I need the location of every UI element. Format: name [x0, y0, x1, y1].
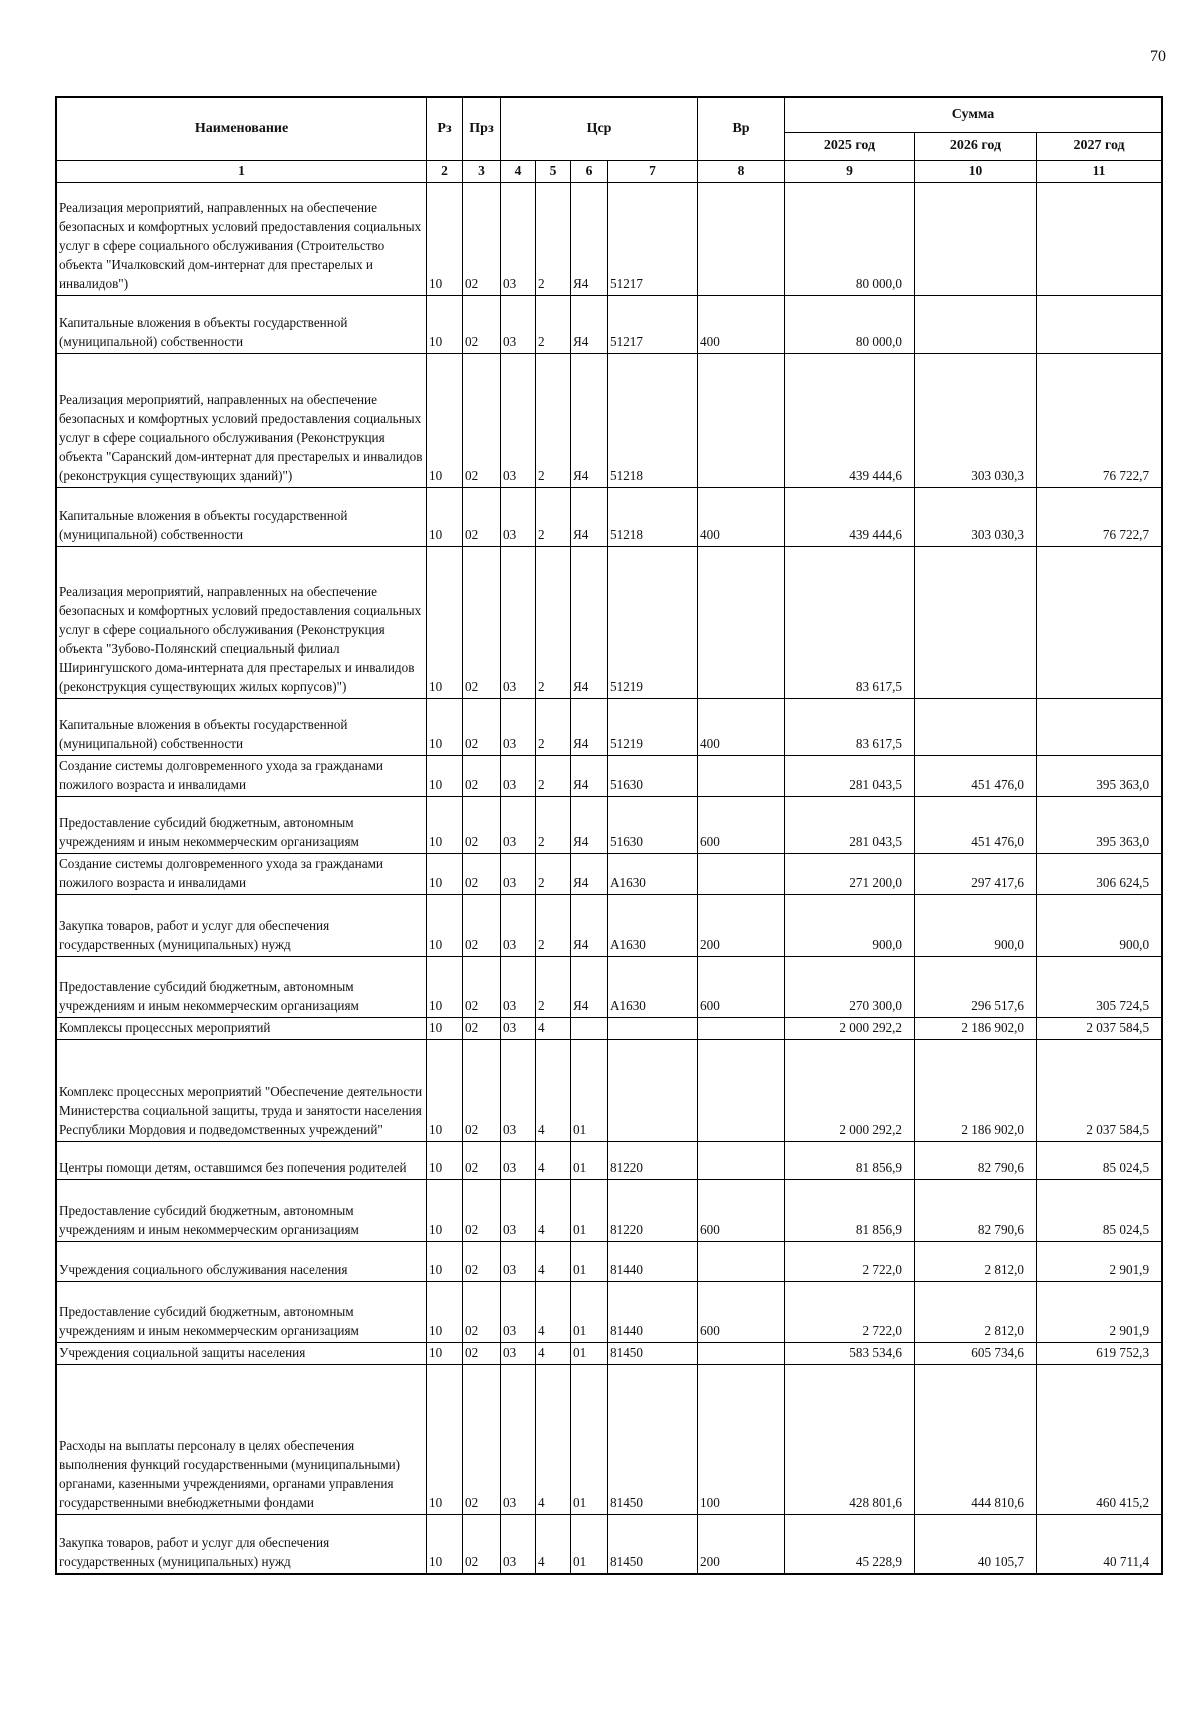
- row-amount-2025: 271 200,0: [785, 854, 915, 895]
- row-amount-2026: 296 517,6: [915, 957, 1037, 1018]
- row-amount-2025: 900,0: [785, 895, 915, 957]
- row-csr-part-4: 03: [501, 895, 536, 957]
- row-amount-2026: [915, 183, 1037, 296]
- row-csr-part-5: 2: [536, 895, 571, 957]
- row-amount-2027: 76 722,7: [1037, 488, 1162, 547]
- row-amount-2027: 85 024,5: [1037, 1142, 1162, 1180]
- row-amount-2026: [915, 547, 1037, 699]
- row-name: Реализация мероприятий, направленных на обеспечение безопасных и комфортных условий предоставления социальных услуг в сфере социального обслуживания (Строительство объекта "Ичалковский дом-интернат для престарелых и инвалидов"): [57, 183, 427, 296]
- row-amount-2025: 439 444,6: [785, 488, 915, 547]
- row-csr-part-6: 01: [571, 1282, 608, 1343]
- row-csr-part-4: 03: [501, 1515, 536, 1574]
- row-amount-2025: 80 000,0: [785, 296, 915, 354]
- table-row: [57, 1365, 1162, 1515]
- row-name: Создание системы долговременного ухода за гражданами пожилого возраста и инвалидами: [57, 854, 427, 895]
- header-rz: Рз: [427, 98, 463, 161]
- row-csr-part-7: 51217: [608, 183, 698, 296]
- row-amount-2026: 605 734,6: [915, 1343, 1037, 1365]
- row-amount-2025: 81 856,9: [785, 1142, 915, 1180]
- row-prz: 02: [463, 1040, 501, 1142]
- row-csr-part-4: 03: [501, 488, 536, 547]
- row-rz: 10: [427, 1242, 463, 1282]
- row-rz: 10: [427, 547, 463, 699]
- budget-table: [56, 97, 1162, 1574]
- table-row: [57, 1282, 1162, 1343]
- row-amount-2026: 303 030,3: [915, 488, 1037, 547]
- row-csr-part-7: 51219: [608, 547, 698, 699]
- row-rz: 10: [427, 1018, 463, 1040]
- row-csr-part-7: 81450: [608, 1365, 698, 1515]
- row-amount-2026: 297 417,6: [915, 854, 1037, 895]
- row-rz: 10: [427, 797, 463, 854]
- row-amount-2025: 270 300,0: [785, 957, 915, 1018]
- row-csr-part-6: 01: [571, 1142, 608, 1180]
- row-prz: 02: [463, 1282, 501, 1343]
- row-csr-part-5: 2: [536, 488, 571, 547]
- row-rz: 10: [427, 854, 463, 895]
- row-rz: 10: [427, 1040, 463, 1142]
- row-name: Закупка товаров, работ и услуг для обеспечения государственных (муниципальных) нужд: [57, 895, 427, 957]
- row-amount-2025: 2 722,0: [785, 1242, 915, 1282]
- table-row: [57, 699, 1162, 756]
- row-csr-part-4: 03: [501, 756, 536, 797]
- row-amount-2026: 82 790,6: [915, 1142, 1037, 1180]
- row-csr-part-5: 4: [536, 1180, 571, 1242]
- column-number: 2: [427, 161, 463, 183]
- row-csr-part-4: 03: [501, 1365, 536, 1515]
- row-prz: 02: [463, 797, 501, 854]
- row-amount-2027: 900,0: [1037, 895, 1162, 957]
- row-csr-part-7: 51630: [608, 797, 698, 854]
- header-csr: Цср: [501, 98, 698, 161]
- row-csr-part-7: 51219: [608, 699, 698, 756]
- header-name: Наименование: [57, 98, 427, 161]
- row-csr-part-5: 2: [536, 547, 571, 699]
- row-amount-2025: 2 000 292,2: [785, 1040, 915, 1142]
- row-amount-2026: 40 105,7: [915, 1515, 1037, 1574]
- row-amount-2025: 428 801,6: [785, 1365, 915, 1515]
- row-vr: [698, 183, 785, 296]
- row-csr-part-4: 03: [501, 797, 536, 854]
- column-number: 4: [501, 161, 536, 183]
- row-amount-2027: 2 037 584,5: [1037, 1018, 1162, 1040]
- row-amount-2026: 82 790,6: [915, 1180, 1037, 1242]
- row-vr: [698, 1142, 785, 1180]
- row-name: Капитальные вложения в объекты государственной (муниципальной) собственности: [57, 699, 427, 756]
- row-amount-2027: 395 363,0: [1037, 797, 1162, 854]
- row-amount-2026: 451 476,0: [915, 756, 1037, 797]
- row-rz: 10: [427, 1282, 463, 1343]
- row-csr-part-6: Я4: [571, 895, 608, 957]
- row-csr-part-5: 4: [536, 1018, 571, 1040]
- row-prz: 02: [463, 488, 501, 547]
- row-amount-2027: 460 415,2: [1037, 1365, 1162, 1515]
- row-rz: 10: [427, 183, 463, 296]
- row-amount-2027: 40 711,4: [1037, 1515, 1162, 1574]
- row-csr-part-4: 03: [501, 1142, 536, 1180]
- table-row: [57, 1040, 1162, 1142]
- row-amount-2026: 2 812,0: [915, 1282, 1037, 1343]
- row-vr: 400: [698, 296, 785, 354]
- row-csr-part-5: 4: [536, 1365, 571, 1515]
- row-csr-part-5: 4: [536, 1343, 571, 1365]
- row-csr-part-6: 01: [571, 1515, 608, 1574]
- row-prz: 02: [463, 1242, 501, 1282]
- row-amount-2027: 2 901,9: [1037, 1282, 1162, 1343]
- row-amount-2025: 2 000 292,2: [785, 1018, 915, 1040]
- row-csr-part-7: А1630: [608, 854, 698, 895]
- row-name: Предоставление субсидий бюджетным, автономным учреждениям и иным некоммерческим организациям: [57, 957, 427, 1018]
- row-amount-2027: 619 752,3: [1037, 1343, 1162, 1365]
- row-amount-2025: 281 043,5: [785, 756, 915, 797]
- row-csr-part-5: 2: [536, 296, 571, 354]
- row-name: Комплексы процессных мероприятий: [57, 1018, 427, 1040]
- row-csr-part-5: 2: [536, 797, 571, 854]
- row-csr-part-6: Я4: [571, 354, 608, 488]
- row-amount-2027: 305 724,5: [1037, 957, 1162, 1018]
- row-csr-part-5: 2: [536, 957, 571, 1018]
- row-amount-2026: 303 030,3: [915, 354, 1037, 488]
- row-amount-2027: [1037, 296, 1162, 354]
- header-sum: Сумма: [785, 98, 1162, 133]
- row-csr-part-6: 01: [571, 1365, 608, 1515]
- table-row: [57, 895, 1162, 957]
- row-name: Предоставление субсидий бюджетным, автономным учреждениям и иным некоммерческим организациям: [57, 797, 427, 854]
- row-csr-part-7: [608, 1040, 698, 1142]
- row-amount-2026: [915, 699, 1037, 756]
- row-csr-part-4: 03: [501, 547, 536, 699]
- table-row: [57, 797, 1162, 854]
- row-amount-2026: 2 812,0: [915, 1242, 1037, 1282]
- row-prz: 02: [463, 895, 501, 957]
- row-prz: 02: [463, 699, 501, 756]
- page-number: 70: [1150, 48, 1166, 65]
- row-csr-part-4: 03: [501, 957, 536, 1018]
- row-prz: 02: [463, 296, 501, 354]
- row-csr-part-7: 81220: [608, 1180, 698, 1242]
- row-name: Предоставление субсидий бюджетным, автономным учреждениям и иным некоммерческим организациям: [57, 1180, 427, 1242]
- table-row: [57, 957, 1162, 1018]
- row-csr-part-7: 81440: [608, 1242, 698, 1282]
- row-csr-part-7: 81450: [608, 1343, 698, 1365]
- table-row: [57, 1142, 1162, 1180]
- row-name: Предоставление субсидий бюджетным, автономным учреждениям и иным некоммерческим организациям: [57, 1282, 427, 1343]
- row-vr: [698, 547, 785, 699]
- row-amount-2025: 83 617,5: [785, 699, 915, 756]
- row-csr-part-4: 03: [501, 1242, 536, 1282]
- row-csr-part-5: 2: [536, 354, 571, 488]
- table-row: [57, 354, 1162, 488]
- table-row: [57, 1343, 1162, 1365]
- row-amount-2025: 81 856,9: [785, 1180, 915, 1242]
- column-number: 3: [463, 161, 501, 183]
- row-csr-part-7: 81220: [608, 1142, 698, 1180]
- row-amount-2025: 281 043,5: [785, 797, 915, 854]
- row-csr-part-5: 2: [536, 183, 571, 296]
- row-prz: 02: [463, 1018, 501, 1040]
- row-rz: 10: [427, 1142, 463, 1180]
- table-row: [57, 1242, 1162, 1282]
- row-amount-2026: 900,0: [915, 895, 1037, 957]
- row-csr-part-6: Я4: [571, 183, 608, 296]
- column-number: 5: [536, 161, 571, 183]
- row-rz: 10: [427, 1180, 463, 1242]
- row-vr: 600: [698, 1180, 785, 1242]
- column-number: 1: [57, 161, 427, 183]
- column-number: 10: [915, 161, 1037, 183]
- row-amount-2025: 583 534,6: [785, 1343, 915, 1365]
- row-name: Капитальные вложения в объекты государственной (муниципальной) собственности: [57, 296, 427, 354]
- row-csr-part-4: 03: [501, 1018, 536, 1040]
- row-amount-2027: 76 722,7: [1037, 354, 1162, 488]
- row-csr-part-7: 51630: [608, 756, 698, 797]
- row-amount-2026: 2 186 902,0: [915, 1018, 1037, 1040]
- row-prz: 02: [463, 756, 501, 797]
- row-amount-2027: [1037, 183, 1162, 296]
- row-csr-part-6: Я4: [571, 488, 608, 547]
- row-rz: 10: [427, 1365, 463, 1515]
- row-prz: 02: [463, 1343, 501, 1365]
- row-prz: 02: [463, 957, 501, 1018]
- row-csr-part-5: 2: [536, 756, 571, 797]
- row-prz: 02: [463, 547, 501, 699]
- row-amount-2025: 83 617,5: [785, 547, 915, 699]
- row-name: Реализация мероприятий, направленных на обеспечение безопасных и комфортных условий предоставления социальных услуг в сфере социального обслуживания (Реконструкция объекта "Саранский дом-интернат для престарелых и инвалидов (реконструкция существующих зданий)"): [57, 354, 427, 488]
- row-csr-part-5: 4: [536, 1142, 571, 1180]
- row-rz: 10: [427, 699, 463, 756]
- row-amount-2025: 45 228,9: [785, 1515, 915, 1574]
- column-number: 9: [785, 161, 915, 183]
- row-csr-part-6: Я4: [571, 547, 608, 699]
- row-amount-2026: [915, 296, 1037, 354]
- row-csr-part-5: 2: [536, 854, 571, 895]
- row-rz: 10: [427, 895, 463, 957]
- row-prz: 02: [463, 1365, 501, 1515]
- row-csr-part-4: 03: [501, 183, 536, 296]
- row-csr-part-6: Я4: [571, 957, 608, 1018]
- row-csr-part-6: [571, 1018, 608, 1040]
- row-vr: 400: [698, 488, 785, 547]
- row-vr: 100: [698, 1365, 785, 1515]
- row-csr-part-6: Я4: [571, 296, 608, 354]
- row-csr-part-5: 4: [536, 1242, 571, 1282]
- row-csr-part-7: А1630: [608, 895, 698, 957]
- row-rz: 10: [427, 296, 463, 354]
- row-rz: 10: [427, 1515, 463, 1574]
- table-row: [57, 296, 1162, 354]
- row-vr: [698, 1242, 785, 1282]
- header-prz: Прз: [463, 98, 501, 161]
- row-prz: 02: [463, 1180, 501, 1242]
- row-amount-2027: 395 363,0: [1037, 756, 1162, 797]
- header-vr: Вр: [698, 98, 785, 161]
- row-name: Закупка товаров, работ и услуг для обеспечения государственных (муниципальных) нужд: [57, 1515, 427, 1574]
- table-row: [57, 1018, 1162, 1040]
- row-vr: 600: [698, 957, 785, 1018]
- row-prz: 02: [463, 1142, 501, 1180]
- row-amount-2027: 306 624,5: [1037, 854, 1162, 895]
- row-csr-part-6: 01: [571, 1343, 608, 1365]
- header-year-2026: 2026 год: [915, 133, 1037, 161]
- row-amount-2026: 451 476,0: [915, 797, 1037, 854]
- row-csr-part-4: 03: [501, 1180, 536, 1242]
- table-row: [57, 854, 1162, 895]
- row-csr-part-4: 03: [501, 1343, 536, 1365]
- row-name: Создание системы долговременного ухода за гражданами пожилого возраста и инвалидами: [57, 756, 427, 797]
- row-csr-part-4: 03: [501, 854, 536, 895]
- row-prz: 02: [463, 354, 501, 488]
- row-vr: [698, 1343, 785, 1365]
- row-amount-2026: 2 186 902,0: [915, 1040, 1037, 1142]
- row-csr-part-4: 03: [501, 296, 536, 354]
- row-name: Учреждения социальной защиты населения: [57, 1343, 427, 1365]
- row-csr-part-6: 01: [571, 1242, 608, 1282]
- table-row: [57, 488, 1162, 547]
- row-amount-2026: 444 810,6: [915, 1365, 1037, 1515]
- row-name: Реализация мероприятий, направленных на обеспечение безопасных и комфортных условий предоставления социальных услуг в сфере социального обслуживания (Реконструкция объекта "Зубово-Полянский специальный филиал Ширингушского дома-интерната для престарелых и инвалидов (реконструкция существующих жилых корпусов)"): [57, 547, 427, 699]
- row-rz: 10: [427, 488, 463, 547]
- row-amount-2025: 439 444,6: [785, 354, 915, 488]
- row-vr: [698, 756, 785, 797]
- row-amount-2027: [1037, 699, 1162, 756]
- row-csr-part-4: 03: [501, 354, 536, 488]
- row-rz: 10: [427, 957, 463, 1018]
- row-name: Расходы на выплаты персоналу в целях обеспечения выполнения функций государственными (муниципальными) органами, казенными учреждениями, органами управления государственными внебюджетными фондами: [57, 1365, 427, 1515]
- table-row: [57, 547, 1162, 699]
- row-vr: 600: [698, 797, 785, 854]
- row-vr: [698, 354, 785, 488]
- row-rz: 10: [427, 354, 463, 488]
- row-prz: 02: [463, 183, 501, 296]
- table-row: [57, 756, 1162, 797]
- row-csr-part-4: 03: [501, 1040, 536, 1142]
- table-row: [57, 1180, 1162, 1242]
- column-number: 11: [1037, 161, 1162, 183]
- row-csr-part-6: Я4: [571, 699, 608, 756]
- row-csr-part-7: 81440: [608, 1282, 698, 1343]
- row-prz: 02: [463, 854, 501, 895]
- row-rz: 10: [427, 756, 463, 797]
- row-csr-part-5: 4: [536, 1515, 571, 1574]
- row-vr: [698, 1018, 785, 1040]
- column-number-row: [57, 161, 1162, 183]
- row-vr: 200: [698, 1515, 785, 1574]
- row-amount-2027: 85 024,5: [1037, 1180, 1162, 1242]
- row-amount-2027: 2 037 584,5: [1037, 1040, 1162, 1142]
- row-amount-2025: 80 000,0: [785, 183, 915, 296]
- row-rz: 10: [427, 1343, 463, 1365]
- row-name: Комплекс процессных мероприятий "Обеспечение деятельности Министерства социальной защиты, труда и занятости населения Республики Мордовия и подведомственных учреждений": [57, 1040, 427, 1142]
- row-csr-part-6: 01: [571, 1040, 608, 1142]
- row-vr: [698, 1040, 785, 1142]
- row-csr-part-5: 2: [536, 699, 571, 756]
- row-name: Капитальные вложения в объекты государственной (муниципальной) собственности: [57, 488, 427, 547]
- column-number: 7: [608, 161, 698, 183]
- row-amount-2027: [1037, 547, 1162, 699]
- row-csr-part-7: [608, 1018, 698, 1040]
- row-csr-part-6: Я4: [571, 756, 608, 797]
- row-csr-part-7: 81450: [608, 1515, 698, 1574]
- row-csr-part-7: 51218: [608, 354, 698, 488]
- row-csr-part-7: А1630: [608, 957, 698, 1018]
- row-amount-2027: 2 901,9: [1037, 1242, 1162, 1282]
- row-csr-part-7: 51218: [608, 488, 698, 547]
- row-name: Учреждения социального обслуживания населения: [57, 1242, 427, 1282]
- header-year-2025: 2025 год: [785, 133, 915, 161]
- row-csr-part-4: 03: [501, 699, 536, 756]
- row-amount-2025: 2 722,0: [785, 1282, 915, 1343]
- row-csr-part-5: 4: [536, 1040, 571, 1142]
- table-row: [57, 1515, 1162, 1574]
- row-vr: [698, 854, 785, 895]
- row-csr-part-6: 01: [571, 1180, 608, 1242]
- column-number: 6: [571, 161, 608, 183]
- row-name: Центры помощи детям, оставшимся без попечения родителей: [57, 1142, 427, 1180]
- row-vr: 200: [698, 895, 785, 957]
- row-csr-part-5: 4: [536, 1282, 571, 1343]
- row-csr-part-6: Я4: [571, 854, 608, 895]
- table-row: [57, 183, 1162, 296]
- column-number: 8: [698, 161, 785, 183]
- row-vr: 600: [698, 1282, 785, 1343]
- row-csr-part-6: Я4: [571, 797, 608, 854]
- row-csr-part-7: 51217: [608, 296, 698, 354]
- row-vr: 400: [698, 699, 785, 756]
- row-csr-part-4: 03: [501, 1282, 536, 1343]
- row-prz: 02: [463, 1515, 501, 1574]
- header-year-2027: 2027 год: [1037, 133, 1162, 161]
